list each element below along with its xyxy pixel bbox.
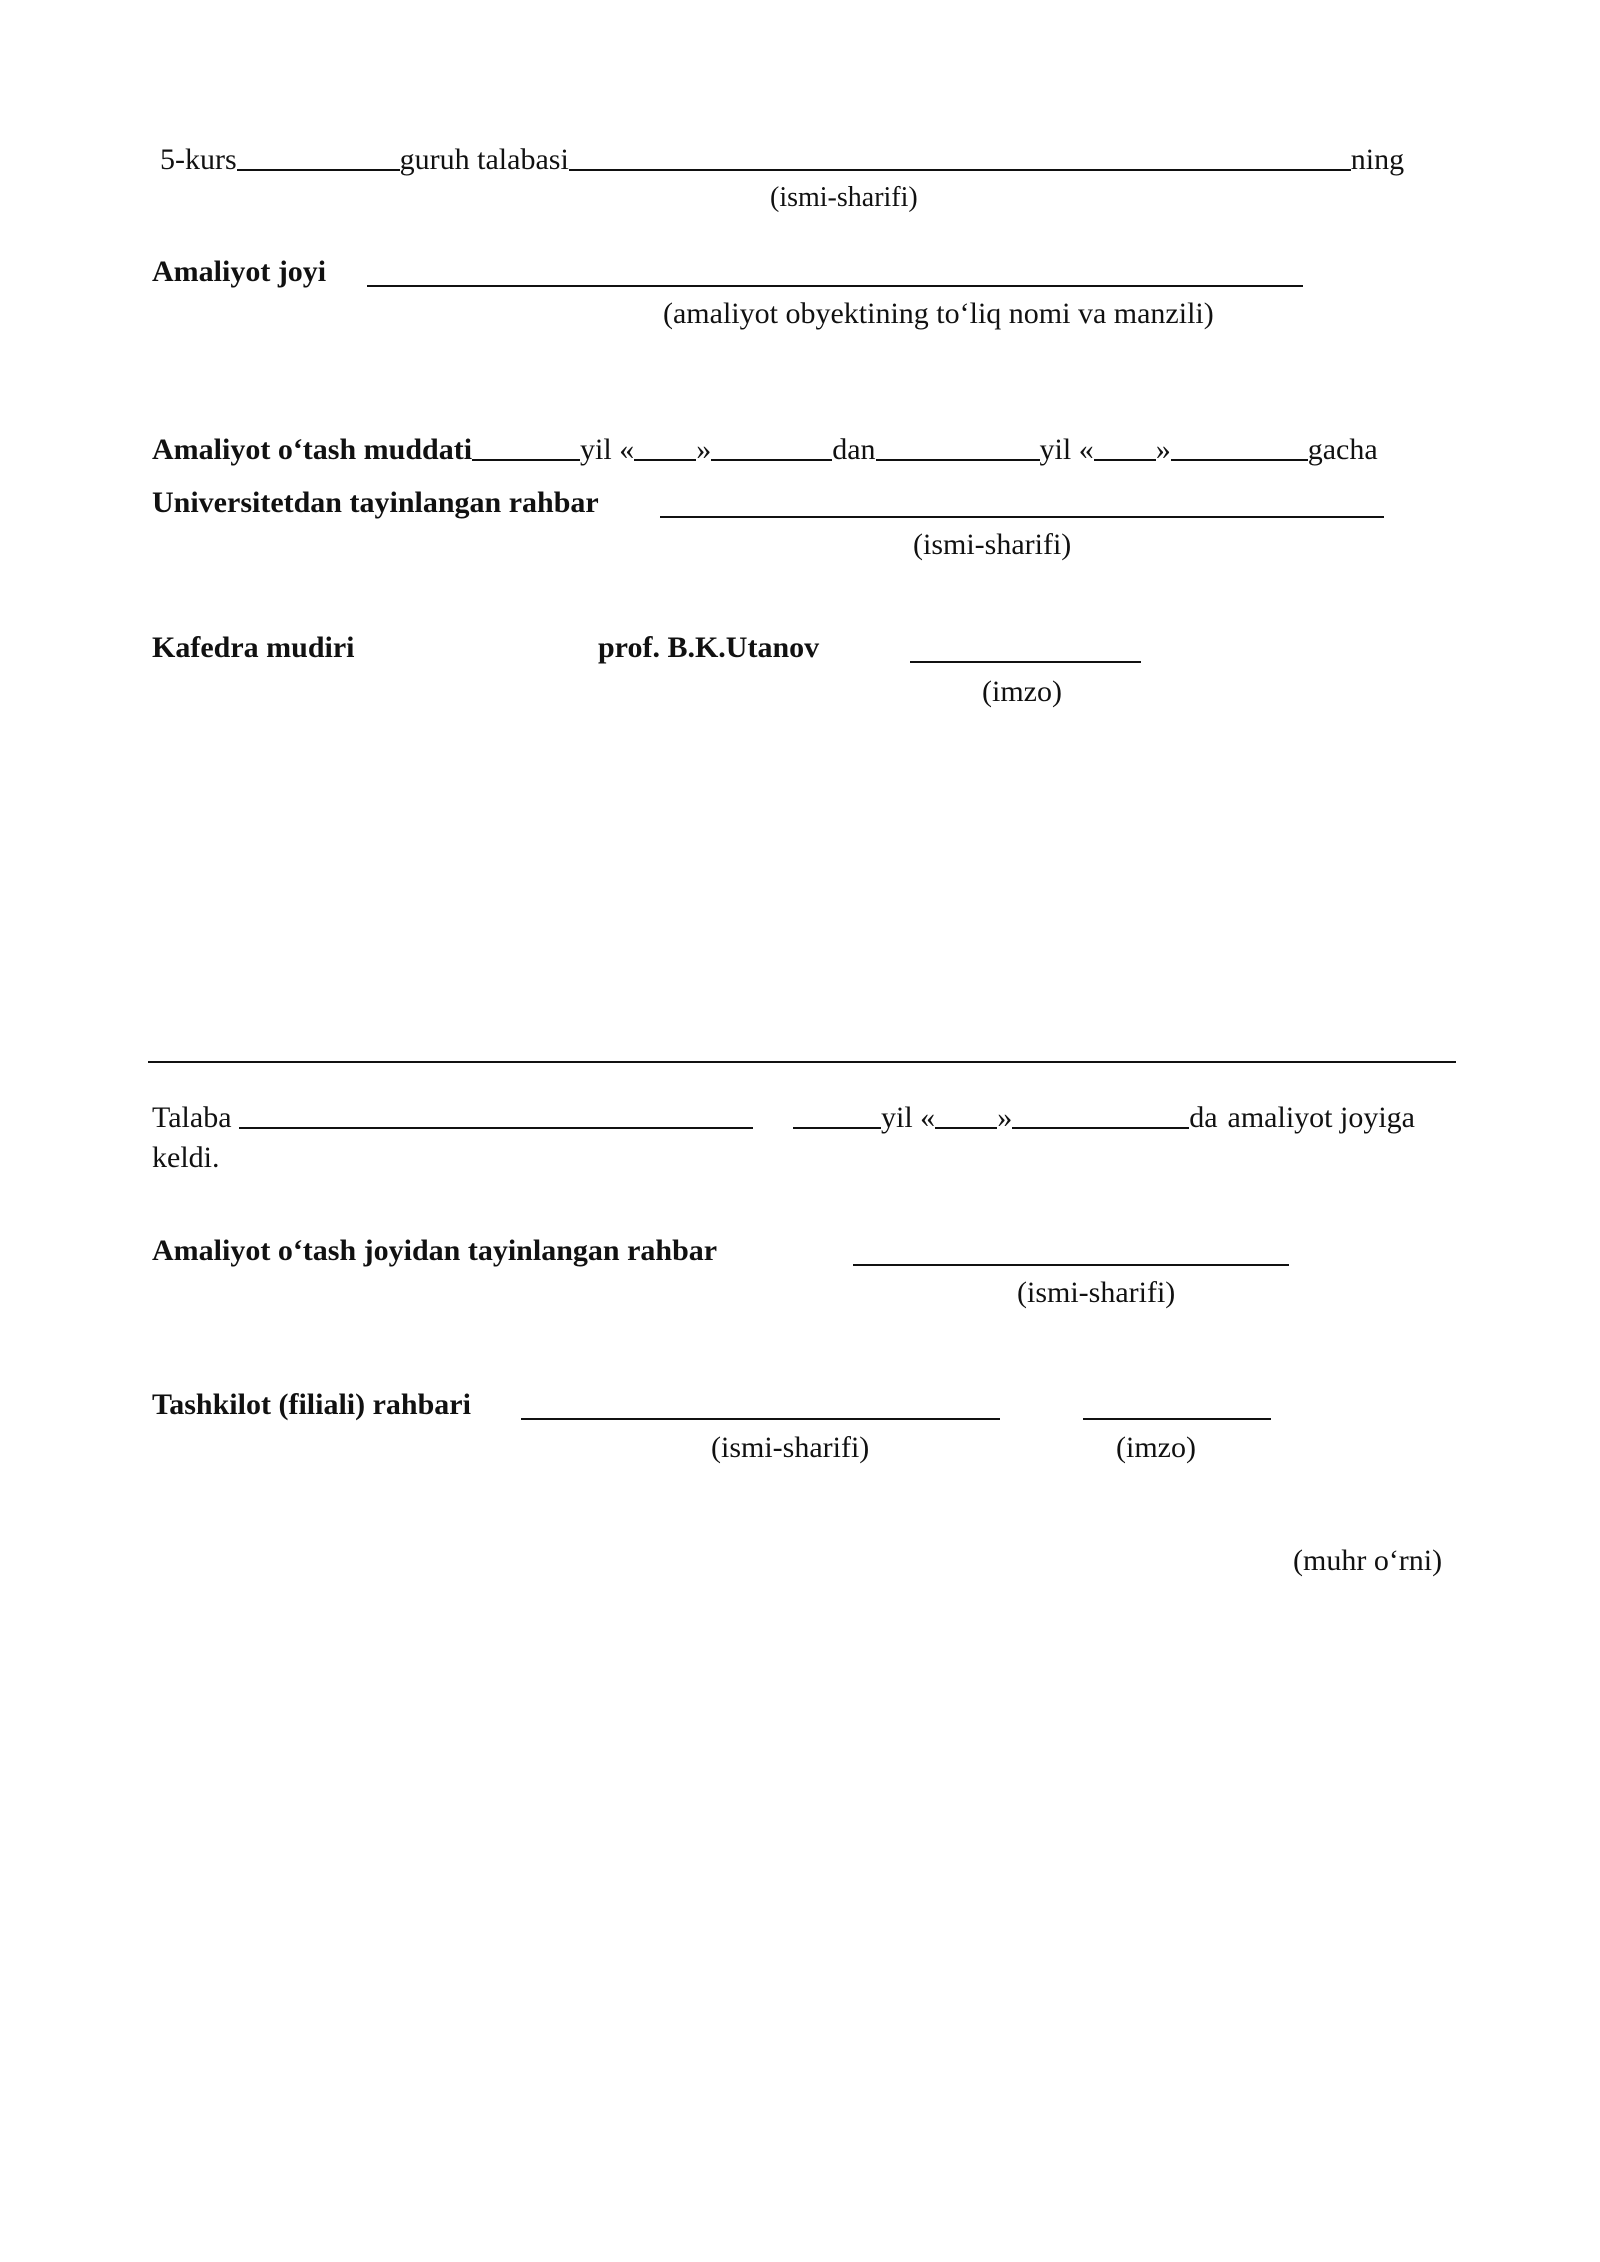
arrival-student-blank[interactable] — [239, 1097, 753, 1129]
university-supervisor-label: Universitetdan tayinlangan rahbar — [152, 486, 599, 519]
until-label: gacha — [1307, 433, 1378, 466]
end-day-blank[interactable] — [1094, 429, 1156, 461]
organization-head-name-blank[interactable] — [521, 1418, 1000, 1420]
arrival-day-close: » — [997, 1101, 1013, 1134]
arrival-year-blank[interactable] — [793, 1097, 881, 1129]
student-label: Talaba — [152, 1101, 232, 1134]
end-day-close: » — [1155, 433, 1171, 466]
start-year-blank[interactable] — [472, 429, 580, 461]
arrival-day-blank[interactable] — [935, 1097, 997, 1129]
department-head-signature-blank[interactable] — [910, 661, 1141, 663]
arrival-line — [152, 1097, 1415, 1136]
period-label: Amaliyot o‘tash muddati — [152, 433, 473, 466]
course-label: 5-kurs — [160, 143, 237, 176]
site-supervisor-blank[interactable] — [853, 1264, 1289, 1266]
department-head-name: prof. B.K.Utanov — [598, 631, 820, 664]
university-supervisor-caption: (ismi-sharifi) — [913, 528, 1072, 561]
student-name-blank[interactable] — [569, 139, 1351, 171]
department-head-label: Kafedra mudiri — [152, 631, 355, 664]
start-month-blank[interactable] — [711, 429, 832, 461]
start-year-label: yil « — [580, 433, 635, 466]
section-divider — [148, 1061, 1456, 1063]
arrival-year-label: yil « — [881, 1101, 936, 1134]
arrival-place-label: amaliyot joyiga — [1227, 1101, 1415, 1134]
arrival-da-suffix: da — [1189, 1101, 1218, 1134]
end-year-blank[interactable] — [876, 429, 1040, 461]
site-supervisor-caption: (ismi-sharifi) — [1017, 1276, 1176, 1309]
organization-head-signature-blank[interactable] — [1083, 1418, 1271, 1420]
site-supervisor-label: Amaliyot o‘tash joyidan tayinlangan rahbar — [152, 1234, 718, 1267]
from-label: dan — [832, 433, 876, 466]
organization-head-label: Tashkilot (filiali) rahbari — [152, 1388, 471, 1421]
practice-place-caption: (amaliyot obyektining to‘liq nomi va manzili) — [663, 297, 1214, 330]
end-month-blank[interactable] — [1171, 429, 1308, 461]
start-day-blank[interactable] — [634, 429, 696, 461]
period-line — [152, 429, 1378, 468]
ning-suffix: ning — [1350, 143, 1405, 176]
organization-head-name-caption: (ismi-sharifi) — [711, 1431, 870, 1464]
organization-head-signature-caption: (imzo) — [1116, 1431, 1196, 1464]
group-blank[interactable] — [237, 139, 400, 171]
practice-place-blank[interactable] — [367, 285, 1303, 287]
arrival-keldi: keldi. — [152, 1141, 220, 1174]
group-student-label: guruh talabasi — [399, 143, 569, 176]
start-day-close: » — [696, 433, 712, 466]
department-head-signature-caption: (imzo) — [982, 675, 1062, 708]
university-supervisor-blank[interactable] — [660, 516, 1384, 518]
stamp-place-caption: (muhr o‘rni) — [1293, 1544, 1443, 1577]
student-name-caption: (ismi-sharifi) — [770, 182, 918, 213]
student-line — [160, 139, 1404, 178]
arrival-month-blank[interactable] — [1012, 1097, 1189, 1129]
practice-place-label: Amaliyot joyi — [152, 255, 327, 288]
end-year-label: yil « — [1039, 433, 1094, 466]
